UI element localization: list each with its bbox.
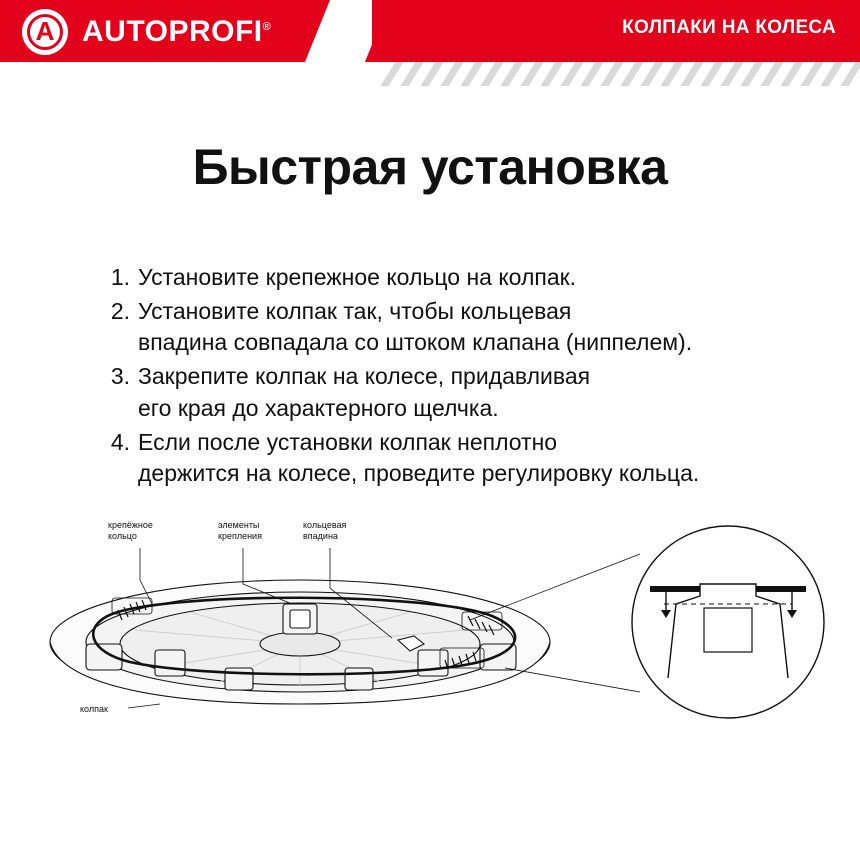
list-item bbox=[104, 427, 860, 490]
registered-mark: ® bbox=[262, 21, 272, 33]
step-line: Установите колпак так, чтобы кольцевая bbox=[138, 297, 572, 324]
step-number: 4. bbox=[110, 428, 130, 455]
list-item bbox=[104, 296, 860, 359]
list-item bbox=[104, 262, 860, 294]
detail-inner-boss bbox=[704, 608, 752, 652]
step-number: 1. bbox=[110, 264, 130, 290]
step-line: держится на колесе, проведите регулировку кольца. bbox=[138, 460, 700, 487]
header-hatch-pattern bbox=[378, 62, 860, 86]
step-text bbox=[138, 361, 860, 424]
step-line: Установите крепежное кольцо на колпак. bbox=[138, 264, 577, 290]
label-cap: колпак bbox=[80, 704, 108, 714]
diagram-svg bbox=[0, 492, 860, 752]
label-fastening-ring-line1: крепёжное bbox=[108, 520, 153, 530]
step-number: 2. bbox=[110, 297, 130, 324]
step-number: 3. bbox=[110, 363, 130, 390]
header-tagline: КОЛПАКИ НА КОЛЕСА bbox=[622, 17, 836, 38]
logo-letter: A bbox=[35, 16, 55, 46]
label-fastening-elements-line2: крепления bbox=[218, 531, 262, 541]
list-item bbox=[104, 361, 860, 424]
page-header bbox=[0, 0, 860, 86]
step-line: Закрепите колпак на колесе, придавливая bbox=[138, 363, 591, 390]
instruction-steps bbox=[0, 262, 860, 490]
step-line: впадина совпадала со штоком клапана (ниппелем). bbox=[138, 329, 693, 356]
label-fastening-elements-line1: элементы bbox=[218, 520, 260, 530]
step-text bbox=[138, 262, 860, 294]
brand-logo bbox=[22, 9, 271, 55]
step-line: Если после установки колпак неплотно bbox=[138, 428, 558, 455]
step-line: его края до характерного щелчка. bbox=[138, 394, 499, 421]
brand-name-text: AUTOPROFI bbox=[82, 15, 263, 48]
label-fastening-ring-line2: кольцо bbox=[108, 531, 137, 541]
label-ring-groove-line2: впадина bbox=[303, 531, 338, 541]
detail-magnifier bbox=[632, 526, 824, 718]
installation-diagram bbox=[0, 492, 860, 752]
step-text bbox=[138, 427, 860, 490]
page-title: Быстрая установка bbox=[192, 139, 668, 195]
brand-name bbox=[82, 15, 271, 49]
step-text bbox=[138, 296, 860, 359]
autoprofi-logo-icon bbox=[22, 9, 68, 55]
label-ring-groove-line1: кольцевая bbox=[303, 520, 347, 530]
